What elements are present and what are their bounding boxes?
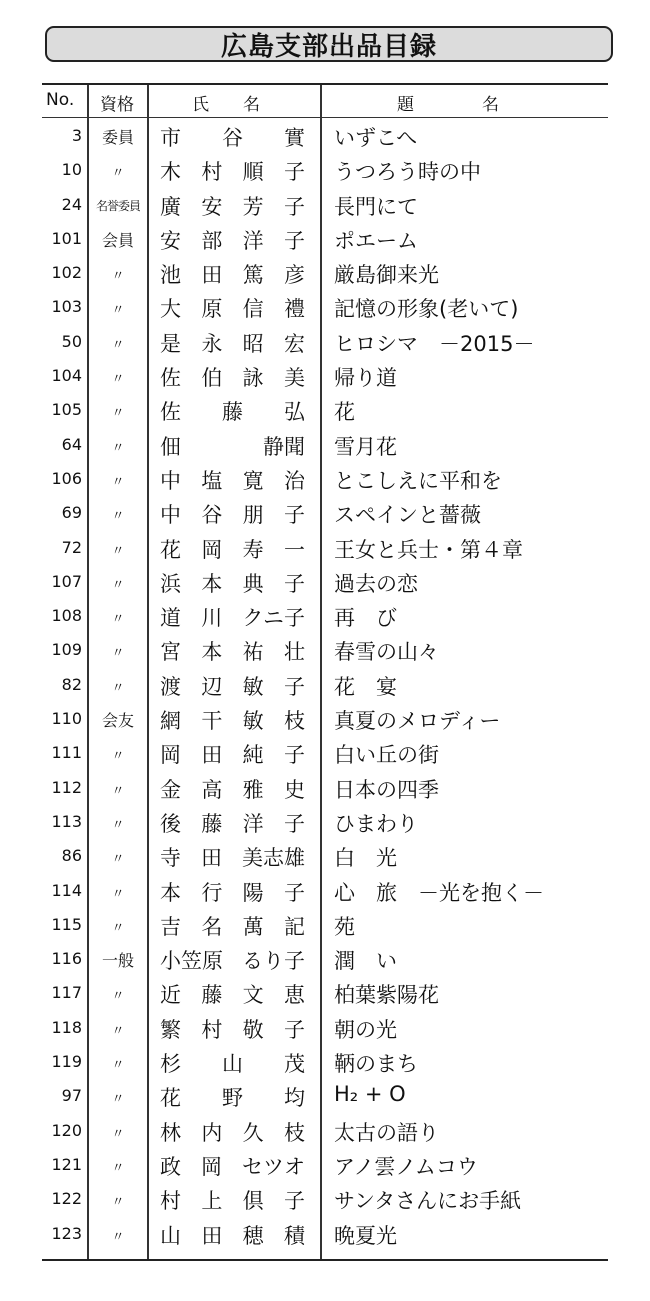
artist-name: 中 塩 寛 治 — [160, 468, 305, 493]
entry-number: 82 — [61, 674, 82, 694]
entry-rank: 会友 — [101, 711, 134, 731]
work-title: 記憶の形象(老いて) — [334, 297, 519, 322]
entry-rank: 〃 — [111, 852, 125, 868]
entry-number: 50 — [61, 331, 82, 351]
artist-name: 林 内 久 枝 — [160, 1120, 305, 1145]
entry-rank: 〃 — [111, 1229, 125, 1245]
artist-name: 近 藤 文 恵 — [160, 983, 305, 1008]
work-title: 雪月花 — [334, 434, 397, 459]
entry-rank: 〃 — [111, 989, 125, 1005]
table-row — [42, 430, 608, 464]
table-row — [42, 1184, 608, 1218]
entry-number: 111 — [51, 743, 82, 763]
work-title: 柏葉紫陽花 — [334, 983, 439, 1008]
work-title: 白い丘の街 — [334, 743, 439, 768]
artist-name: 繁 村 敬 子 — [160, 1017, 305, 1042]
entry-number: 109 — [51, 640, 82, 660]
work-title: 鞆のまち — [334, 1052, 418, 1077]
work-title: アノ雲ノムコウ — [334, 1154, 478, 1179]
artist-name: 村 上 倶 子 — [160, 1189, 305, 1214]
catalog-table — [42, 83, 608, 1261]
header-name: 氏 名 — [192, 95, 260, 115]
artist-name: 本 行 陽 子 — [160, 880, 305, 905]
header-no: No. — [46, 90, 75, 110]
entry-number: 72 — [61, 537, 82, 557]
entry-number: 113 — [51, 811, 82, 831]
work-title: スペインと薔薇 — [334, 503, 481, 528]
table-row — [42, 944, 608, 978]
entry-rank: 〃 — [111, 372, 125, 388]
entry-rank: 〃 — [111, 646, 125, 662]
artist-name: 是 永 昭 宏 — [160, 331, 305, 356]
entry-rank: 〃 — [111, 543, 125, 559]
entry-number: 104 — [51, 366, 82, 386]
entry-rank: 〃 — [111, 509, 125, 525]
entry-number: 121 — [51, 1154, 82, 1174]
entry-number: 101 — [51, 228, 82, 248]
table-row — [42, 635, 608, 669]
artist-name: 木 村 順 子 — [160, 160, 305, 185]
table-row — [42, 773, 608, 807]
artist-name: 寺 田 美志雄 — [160, 846, 305, 871]
artist-name: 岡 田 純 子 — [160, 743, 305, 768]
entry-number: 97 — [61, 1086, 82, 1106]
artist-name: 後 藤 洋 子 — [160, 811, 305, 836]
entry-number: 112 — [51, 777, 82, 797]
entry-rank: 〃 — [111, 1126, 125, 1142]
entry-rank: 〃 — [111, 577, 125, 593]
work-title: 春雪の山々 — [334, 640, 439, 665]
work-title: 白 光 — [334, 846, 397, 871]
entry-rank: 〃 — [111, 1058, 125, 1074]
artist-name: 花 野 均 — [160, 1086, 305, 1111]
artist-name: 花 岡 寿 一 — [160, 537, 305, 562]
table-row — [42, 738, 608, 772]
artist-name: 政 岡 セツオ — [160, 1154, 305, 1179]
table-row — [42, 1150, 608, 1184]
entry-number: 116 — [51, 949, 82, 969]
header-rank: 資格 — [100, 95, 134, 115]
table-row — [42, 567, 608, 601]
entry-number: 106 — [51, 468, 82, 488]
artist-name: 浜 本 典 子 — [160, 571, 305, 596]
work-title: とこしえに平和を — [334, 468, 502, 493]
work-title: H₂ + O — [334, 1082, 406, 1107]
work-title: 厳島御来光 — [334, 263, 439, 288]
artist-name: 杉 山 茂 — [160, 1052, 305, 1077]
entry-number: 107 — [51, 571, 82, 591]
entry-rank: 〃 — [111, 1023, 125, 1039]
entry-rank: 〃 — [111, 817, 125, 833]
work-title: 潤 い — [334, 949, 397, 974]
entry-number: 115 — [51, 914, 82, 934]
entry-rank: 〃 — [111, 749, 125, 765]
table-row — [42, 910, 608, 944]
table-row — [42, 670, 608, 704]
table-row — [42, 258, 608, 292]
table-row — [42, 190, 608, 224]
entry-rank: 〃 — [111, 269, 125, 285]
entry-number: 108 — [51, 606, 82, 626]
table-body — [42, 121, 608, 1253]
table-row — [42, 876, 608, 910]
work-title: 日本の四季 — [334, 777, 439, 802]
entry-number: 24 — [61, 194, 82, 214]
artist-name: 佃 静聞 — [160, 434, 305, 459]
table-row — [42, 704, 608, 738]
work-title: ヒロシマ －2015－ — [334, 331, 535, 356]
work-title: 再 び — [334, 606, 397, 631]
entry-number: 102 — [51, 263, 82, 283]
work-title: 花 宴 — [334, 674, 397, 699]
work-title: ポエーム — [334, 228, 418, 253]
work-title: 朝の光 — [334, 1017, 397, 1042]
entry-rank: 〃 — [111, 920, 125, 936]
entry-number: 105 — [51, 400, 82, 420]
artist-name: 中 谷 朋 子 — [160, 503, 305, 528]
table-row — [42, 807, 608, 841]
table-row — [42, 361, 608, 395]
table-row — [42, 841, 608, 875]
artist-name: 佐 伯 詠 美 — [160, 366, 305, 391]
entry-rank: 〃 — [111, 886, 125, 902]
work-title: 太古の語り — [334, 1120, 439, 1145]
table-row — [42, 121, 608, 155]
table-row — [42, 224, 608, 258]
table-row — [42, 1116, 608, 1150]
table-row — [42, 395, 608, 429]
entry-rank: 〃 — [111, 166, 125, 182]
entry-number: 120 — [51, 1120, 82, 1140]
entry-rank: 〃 — [111, 474, 125, 490]
artist-name: 安 部 洋 子 — [160, 228, 305, 253]
artist-name: 佐 藤 弘 — [160, 400, 305, 425]
artist-name: 市 谷 實 — [160, 126, 305, 150]
entry-rank: 名誉委員 — [95, 198, 140, 213]
artist-name: 廣 安 芳 子 — [160, 194, 305, 219]
entry-rank: 〃 — [111, 612, 125, 628]
work-title: うつろう時の中 — [334, 160, 481, 185]
entry-number: 119 — [51, 1052, 82, 1072]
table-row — [42, 1047, 608, 1081]
artist-name: 池 田 篤 彦 — [160, 263, 305, 288]
artist-name: 道 川 クニ子 — [160, 606, 305, 631]
entry-number: 103 — [51, 297, 82, 317]
table-row — [42, 533, 608, 567]
entry-number: 117 — [51, 983, 82, 1003]
artist-name: 山 田 穂 積 — [160, 1223, 305, 1248]
entry-number: 123 — [51, 1223, 82, 1243]
entry-rank: 会員 — [101, 230, 134, 250]
work-title: 花 — [334, 400, 355, 425]
table-row — [42, 1219, 608, 1253]
entry-number: 10 — [61, 160, 82, 180]
work-title: いずこへ — [334, 126, 418, 150]
work-title: 帰り道 — [334, 366, 397, 391]
work-title: 心 旅 －光を抱く－ — [334, 880, 544, 905]
entry-rank: 〃 — [111, 1160, 125, 1176]
entry-rank: 委員 — [101, 128, 134, 147]
artist-name: 網 干 敏 枝 — [160, 709, 305, 734]
work-title: 苑 — [334, 914, 355, 939]
entry-number: 64 — [61, 434, 82, 454]
entry-number: 69 — [61, 503, 82, 523]
entry-rank: 〃 — [111, 440, 125, 456]
table-row — [42, 601, 608, 635]
entry-rank: 〃 — [111, 337, 125, 353]
table-row — [42, 327, 608, 361]
table-row — [42, 1013, 608, 1047]
work-title: 真夏のメロディー — [334, 709, 501, 734]
entry-number: 118 — [51, 1017, 82, 1037]
page-title: 広島支部出品目録 — [220, 31, 437, 62]
table-row — [42, 1081, 608, 1115]
artist-name: 小笠原 るり子 — [160, 949, 305, 974]
table-row — [42, 464, 608, 498]
entry-rank: 〃 — [111, 406, 125, 422]
entry-number: 110 — [51, 709, 82, 729]
entry-rank: 〃 — [111, 1195, 125, 1211]
work-title: 過去の恋 — [334, 571, 418, 596]
table-header — [42, 85, 608, 118]
table-row — [42, 498, 608, 532]
work-title: 晩夏光 — [334, 1223, 397, 1248]
artist-name: 大 原 信 禮 — [160, 297, 305, 322]
title-banner — [45, 26, 613, 62]
work-title: ひまわり — [334, 811, 418, 836]
header-title: 題 名 — [397, 95, 499, 115]
work-title: 王女と兵士・第４章 — [334, 537, 523, 562]
entry-rank: 〃 — [111, 783, 125, 799]
entry-number: 86 — [61, 846, 82, 866]
entry-rank: 〃 — [111, 303, 125, 319]
artist-name: 渡 辺 敏 子 — [160, 674, 305, 699]
work-title: 長門にて — [334, 194, 418, 219]
entry-rank: 一般 — [101, 951, 134, 971]
entry-rank: 〃 — [111, 1092, 125, 1108]
artist-name: 宮 本 祐 壮 — [160, 640, 305, 665]
artist-name: 吉 名 萬 記 — [160, 914, 305, 939]
entry-number: 122 — [51, 1189, 82, 1209]
entry-rank: 〃 — [111, 680, 125, 696]
table-row — [42, 292, 608, 326]
entry-number: 114 — [51, 880, 82, 900]
table-row — [42, 155, 608, 189]
entry-number: 3 — [71, 126, 82, 145]
work-title: サンタさんにお手紙 — [334, 1189, 522, 1214]
table-row — [42, 978, 608, 1012]
artist-name: 金 高 雅 史 — [160, 777, 305, 802]
